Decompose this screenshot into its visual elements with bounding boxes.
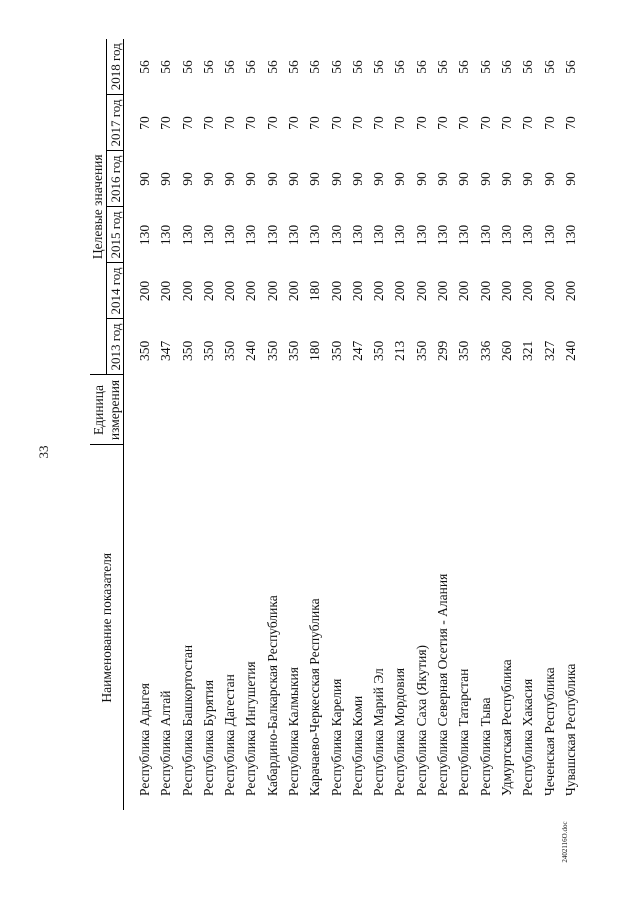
value-cell: 90 bbox=[200, 172, 216, 186]
value-cell: 130 bbox=[413, 224, 429, 246]
value-cell: 56 bbox=[243, 60, 259, 74]
value-cell: 70 bbox=[520, 116, 536, 130]
region-name-cell: Республика Татарстан bbox=[456, 668, 472, 796]
value-cell: 56 bbox=[456, 60, 472, 74]
value-cell: 200 bbox=[200, 280, 216, 302]
unit-cell bbox=[177, 375, 198, 445]
unit-cell bbox=[326, 375, 347, 445]
value-cell: 56 bbox=[477, 60, 493, 74]
value-cell: 200 bbox=[286, 280, 301, 302]
value-cell: 130 bbox=[435, 224, 451, 246]
value-cell: 90 bbox=[413, 172, 429, 186]
table-row bbox=[432, 39, 453, 810]
value-cell: 130 bbox=[477, 224, 493, 246]
value-cell: 130 bbox=[371, 224, 387, 246]
value-cell: 70 bbox=[200, 116, 216, 130]
value-cell: 130 bbox=[392, 224, 408, 246]
region-name-cell: Республика Саха (Якутия) bbox=[413, 644, 429, 796]
value-cell: 70 bbox=[392, 116, 408, 130]
value-cell: 240 bbox=[243, 340, 259, 361]
table-row bbox=[304, 39, 325, 810]
value-cell: 350 bbox=[413, 340, 429, 361]
value-cell: 200 bbox=[371, 280, 387, 302]
column-header-year: 2014 год bbox=[107, 263, 124, 319]
region-name-cell: Республика Дагестан bbox=[222, 674, 238, 796]
table-row bbox=[453, 39, 474, 810]
column-header-name: Наименование показателя bbox=[90, 445, 124, 810]
table-row bbox=[155, 39, 176, 810]
region-name-cell: Карачаево-Черкесская Республика bbox=[307, 598, 323, 796]
value-cell: 350 bbox=[179, 340, 195, 361]
table-row bbox=[539, 39, 560, 810]
unit-cell bbox=[241, 375, 262, 445]
region-name-cell: Чувашская Республика bbox=[562, 663, 578, 796]
value-cell: 56 bbox=[498, 60, 514, 74]
value-cell: 56 bbox=[328, 60, 344, 74]
value-cell: 56 bbox=[200, 60, 216, 74]
unit-cell bbox=[304, 375, 325, 445]
value-cell: 70 bbox=[222, 116, 238, 130]
region-name-cell: Республика Тыва bbox=[477, 697, 493, 796]
region-name-cell: Кабардино-Балкарская Республика bbox=[264, 595, 280, 796]
value-cell: 200 bbox=[158, 280, 174, 302]
value-cell: 56 bbox=[179, 60, 195, 74]
value-cell: 56 bbox=[264, 60, 280, 74]
unit-cell bbox=[155, 375, 176, 445]
value-cell: 200 bbox=[264, 280, 280, 302]
value-cell: 56 bbox=[307, 60, 323, 74]
unit-cell bbox=[475, 375, 496, 445]
value-cell: 200 bbox=[562, 280, 578, 302]
column-header-unit bbox=[90, 375, 124, 445]
value-cell: 70 bbox=[179, 116, 195, 130]
value-cell: 70 bbox=[498, 116, 514, 130]
value-cell: 90 bbox=[179, 172, 195, 186]
region-name-cell: Республика Хакасия bbox=[520, 678, 536, 796]
column-header-year: 2013 год bbox=[107, 319, 124, 375]
value-cell: 200 bbox=[456, 280, 472, 302]
region-name-cell: Чеченская Республика bbox=[541, 667, 557, 796]
value-cell: 200 bbox=[413, 280, 429, 302]
value-cell: 56 bbox=[371, 60, 387, 74]
value-cell: 130 bbox=[562, 224, 578, 246]
value-cell: 70 bbox=[541, 116, 557, 130]
unit-cell bbox=[347, 375, 368, 445]
value-cell: 350 bbox=[222, 340, 238, 361]
unit-cell bbox=[496, 375, 517, 445]
region-name-cell: Республика Адыгея bbox=[136, 683, 152, 796]
region-name-cell: Республика Башкортостан bbox=[179, 644, 195, 796]
unit-cell bbox=[283, 375, 304, 445]
value-cell: 321 bbox=[520, 340, 536, 361]
table-row bbox=[411, 39, 432, 810]
value-cell: 70 bbox=[371, 116, 387, 130]
table-row bbox=[517, 39, 538, 810]
value-cell: 90 bbox=[435, 172, 451, 186]
column-header-year: 2015 год bbox=[107, 207, 124, 263]
table-row bbox=[326, 39, 347, 810]
value-cell: 130 bbox=[264, 224, 280, 246]
unit-cell bbox=[390, 375, 411, 445]
value-cell: 70 bbox=[435, 116, 451, 130]
value-cell: 70 bbox=[158, 116, 174, 130]
table-row bbox=[390, 39, 411, 810]
value-cell: 90 bbox=[136, 172, 152, 186]
value-cell: 200 bbox=[541, 280, 557, 302]
value-cell: 90 bbox=[349, 172, 365, 186]
region-name-cell: Республика Мордовия bbox=[392, 667, 408, 796]
unit-cell bbox=[262, 375, 283, 445]
table-row bbox=[241, 39, 262, 810]
value-cell: 70 bbox=[456, 116, 472, 130]
value-cell: 90 bbox=[286, 172, 301, 186]
value-cell: 180 bbox=[307, 280, 323, 302]
unit-cell bbox=[432, 375, 453, 445]
value-cell: 90 bbox=[158, 172, 174, 186]
region-name-cell: Республика Алтай bbox=[158, 690, 174, 796]
value-cell: 200 bbox=[222, 280, 238, 302]
table-row bbox=[347, 39, 368, 810]
value-cell: 130 bbox=[179, 224, 195, 246]
value-cell: 56 bbox=[392, 60, 408, 74]
value-cell: 90 bbox=[477, 172, 493, 186]
value-cell: 56 bbox=[136, 60, 152, 74]
page-number: 33 bbox=[36, 445, 51, 459]
value-cell: 70 bbox=[328, 116, 344, 130]
unit-cell bbox=[560, 375, 581, 445]
unit-cell bbox=[453, 375, 474, 445]
value-cell: 130 bbox=[200, 224, 216, 246]
value-cell: 200 bbox=[243, 280, 259, 302]
value-cell: 350 bbox=[371, 340, 387, 361]
value-cell: 70 bbox=[349, 116, 365, 130]
value-cell: 299 bbox=[435, 340, 451, 361]
column-header-year: 2016 год bbox=[107, 151, 124, 207]
value-cell: 90 bbox=[222, 172, 238, 186]
value-cell: 56 bbox=[158, 60, 174, 74]
value-cell: 130 bbox=[498, 224, 514, 246]
value-cell: 70 bbox=[307, 116, 323, 130]
value-cell: 130 bbox=[243, 224, 259, 246]
value-cell: 200 bbox=[520, 280, 536, 302]
unit-cell bbox=[219, 375, 240, 445]
region-name-cell: Республика Карелия bbox=[328, 678, 344, 796]
region-name-cell: Удмуртская Республика bbox=[498, 659, 514, 796]
value-cell: 130 bbox=[456, 224, 472, 246]
value-cell: 350 bbox=[136, 340, 152, 361]
value-cell: 70 bbox=[562, 116, 578, 130]
table-row bbox=[560, 39, 581, 810]
value-cell: 70 bbox=[477, 116, 493, 130]
value-cell: 327 bbox=[541, 340, 557, 361]
value-cell: 90 bbox=[264, 172, 280, 186]
value-cell: 240 bbox=[562, 340, 578, 361]
value-cell: 130 bbox=[307, 224, 323, 246]
column-header-year: 2017 год bbox=[107, 95, 124, 151]
value-cell: 350 bbox=[264, 340, 280, 361]
target-values-table bbox=[90, 39, 581, 810]
table-row bbox=[368, 39, 389, 810]
unit-cell bbox=[517, 375, 538, 445]
value-cell: 90 bbox=[498, 172, 514, 186]
value-cell: 350 bbox=[200, 340, 216, 361]
value-cell: 247 bbox=[349, 340, 365, 361]
value-cell: 200 bbox=[136, 280, 152, 302]
value-cell: 90 bbox=[371, 172, 387, 186]
value-cell: 56 bbox=[435, 60, 451, 74]
value-cell: 130 bbox=[349, 224, 365, 246]
value-cell: 130 bbox=[136, 224, 152, 246]
value-cell: 90 bbox=[243, 172, 259, 186]
value-cell: 70 bbox=[243, 116, 259, 130]
value-cell: 56 bbox=[222, 60, 238, 74]
value-cell: 200 bbox=[328, 280, 344, 302]
value-cell: 90 bbox=[328, 172, 344, 186]
value-cell: 200 bbox=[498, 280, 514, 302]
unit-cell bbox=[368, 375, 389, 445]
value-cell: 130 bbox=[158, 224, 174, 246]
value-cell: 90 bbox=[392, 172, 408, 186]
value-cell: 70 bbox=[264, 116, 280, 130]
table-row bbox=[134, 39, 155, 810]
unit-header-line1: Единица bbox=[91, 385, 106, 436]
unit-header-line2: измерения bbox=[106, 379, 122, 441]
table-row bbox=[475, 39, 496, 810]
column-header-year: 2018 год bbox=[107, 39, 124, 95]
value-cell: 130 bbox=[222, 224, 238, 246]
value-cell: 56 bbox=[520, 60, 536, 74]
value-cell: 350 bbox=[328, 340, 344, 361]
value-cell: 200 bbox=[392, 280, 408, 302]
table-row bbox=[219, 39, 240, 810]
value-cell: 70 bbox=[136, 116, 152, 130]
value-cell: 336 bbox=[477, 340, 493, 361]
value-cell: 56 bbox=[349, 60, 365, 74]
region-name-cell: Республика Бурятия bbox=[200, 679, 216, 796]
value-cell: 90 bbox=[541, 172, 557, 186]
unit-cell bbox=[539, 375, 560, 445]
region-name-cell: Республика Марий Эл bbox=[371, 668, 387, 796]
region-name-cell: Республика Калмыкия bbox=[286, 667, 301, 796]
table-row bbox=[262, 39, 283, 810]
value-cell: 90 bbox=[307, 172, 323, 186]
value-cell: 130 bbox=[328, 224, 344, 246]
value-cell: 200 bbox=[435, 280, 451, 302]
value-cell: 200 bbox=[179, 280, 195, 302]
value-cell: 350 bbox=[456, 340, 472, 361]
footer-filename: 2402116O.doc bbox=[561, 821, 569, 863]
value-cell: 180 bbox=[307, 340, 323, 361]
table-row bbox=[283, 39, 304, 810]
rotated-table-container bbox=[90, 40, 590, 810]
value-cell: 70 bbox=[286, 116, 301, 130]
column-group-target-values: Целевые значения bbox=[90, 39, 107, 375]
value-cell: 130 bbox=[286, 224, 301, 246]
value-cell: 213 bbox=[392, 340, 408, 361]
value-cell: 200 bbox=[477, 280, 493, 302]
region-name-cell: Республика Ингушетия bbox=[243, 661, 259, 796]
value-cell: 90 bbox=[520, 172, 536, 186]
value-cell: 260 bbox=[498, 340, 514, 361]
unit-cell bbox=[411, 375, 432, 445]
table-row bbox=[496, 39, 517, 810]
value-cell: 56 bbox=[562, 60, 578, 74]
value-cell: 130 bbox=[541, 224, 557, 246]
value-cell: 347 bbox=[158, 340, 174, 361]
value-cell: 90 bbox=[456, 172, 472, 186]
unit-cell bbox=[198, 375, 219, 445]
region-name-cell: Республика Северная Осетия - Алания bbox=[435, 573, 451, 796]
value-cell: 200 bbox=[349, 280, 365, 302]
value-cell: 56 bbox=[286, 60, 301, 74]
table-row bbox=[177, 39, 198, 810]
value-cell: 56 bbox=[413, 60, 429, 74]
value-cell: 350 bbox=[286, 340, 301, 361]
value-cell: 70 bbox=[413, 116, 429, 130]
region-name-cell: Республика Коми bbox=[349, 695, 365, 796]
unit-cell bbox=[134, 375, 155, 445]
value-cell: 56 bbox=[541, 60, 557, 74]
table-row bbox=[198, 39, 219, 810]
value-cell: 90 bbox=[562, 172, 578, 186]
value-cell: 130 bbox=[520, 224, 536, 246]
